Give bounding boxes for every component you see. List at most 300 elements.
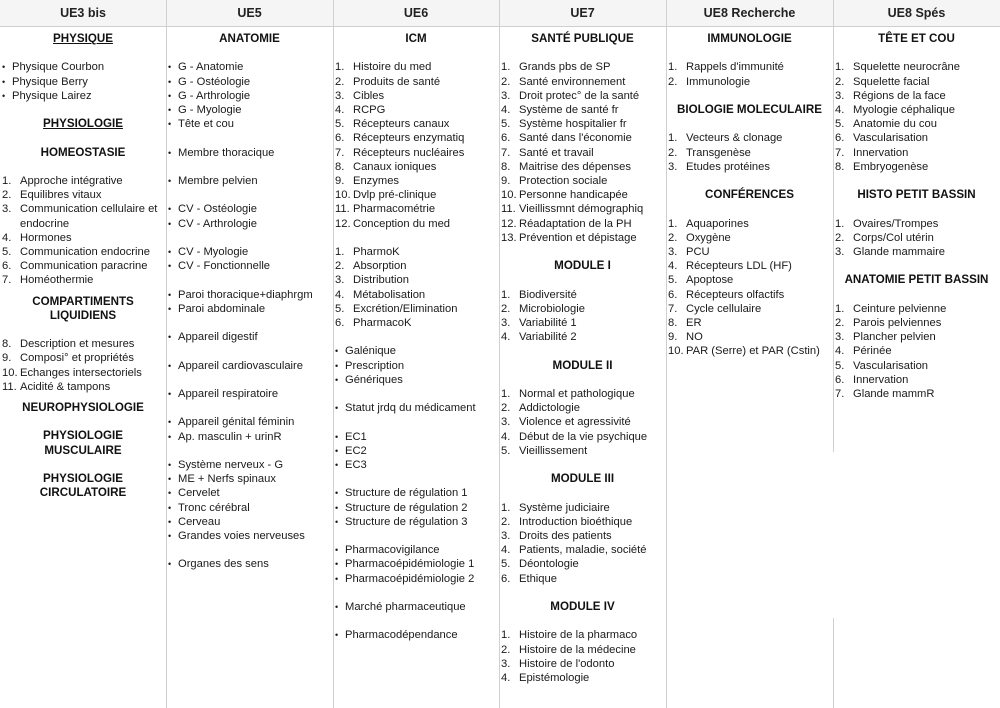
list-item	[0, 174, 166, 188]
list-item-text: Communication cellulaire et endocrine	[20, 203, 158, 230]
item-number: 4.	[501, 672, 511, 684]
list-item-text: Santé dans l'économie	[519, 132, 632, 145]
bullet-icon: •	[168, 332, 172, 343]
list-item-text: Paroi abdominale	[178, 302, 266, 315]
item-number: 2.	[668, 146, 678, 159]
list-item	[0, 366, 166, 380]
item-number: 11.	[2, 380, 17, 393]
list-item	[0, 89, 166, 103]
list-item	[333, 501, 499, 515]
list-item	[666, 146, 833, 160]
list-item-text: Introduction bioéthique	[519, 515, 633, 528]
list-item	[499, 288, 666, 302]
list-item-text: Biodiversité	[519, 288, 577, 301]
item-number: 1.	[2, 174, 12, 187]
item-number: 1.	[335, 61, 345, 74]
item-number: 4.	[335, 104, 345, 116]
numbered-list	[333, 60, 499, 230]
list-item	[499, 643, 666, 657]
list-item-text: Histoire de la pharmaco	[519, 629, 638, 642]
item-number: 6.	[501, 572, 511, 585]
list-item-text: Innervation	[853, 373, 909, 386]
section-heading-module-ii: MODULE II	[552, 358, 613, 372]
list-item-text: Cycle cellulaire	[686, 302, 762, 315]
section-heading-module-iii: MODULE III	[550, 472, 615, 486]
list-item-text: Pharmacoépidémiologie 1	[345, 558, 475, 571]
list-item	[666, 60, 833, 74]
list-item-text: Santé environnement	[519, 75, 626, 88]
item-number: 4.	[668, 260, 678, 273]
bullet-icon: •	[335, 460, 339, 471]
bullet-icon: •	[168, 417, 172, 428]
bullet-icon: •	[335, 488, 339, 499]
bullet-icon: •	[168, 204, 172, 215]
item-number: 7.	[335, 146, 345, 159]
item-number: 3.	[335, 274, 345, 287]
column-ue8-recherche	[666, 26, 833, 708]
item-number: 1.	[835, 61, 845, 74]
item-number: 4.	[501, 104, 511, 116]
column-divider	[166, 0, 167, 708]
list-item	[166, 202, 333, 216]
list-item	[333, 174, 499, 188]
list-item	[333, 146, 499, 160]
list-item	[333, 288, 499, 302]
list-item-text: Paroi thoracique+diaphrgm	[178, 288, 313, 301]
item-number: 2.	[2, 189, 12, 202]
list-item-text: Description et mesures	[20, 338, 135, 351]
item-number: 4.	[335, 288, 345, 301]
list-item	[833, 89, 1000, 103]
item-number: 11.	[335, 203, 350, 216]
list-item-text: Glande mammaire	[853, 246, 946, 258]
list-item-text: Ethique	[519, 572, 557, 585]
bullet-icon: •	[168, 530, 172, 541]
item-number: 3.	[501, 416, 511, 429]
list-item-text: Système judiciaire	[519, 501, 610, 514]
section-heading-biologie-moleculaire: BIOLOGIE MOLECULAIRE	[677, 102, 822, 116]
bullet-list	[166, 146, 333, 160]
list-item-text: Squelette neurocrâne	[853, 61, 960, 74]
bullet-list	[333, 628, 499, 642]
list-item	[499, 657, 666, 671]
list-item-text: Equilibres vitaux	[20, 189, 102, 202]
list-item	[166, 430, 333, 444]
list-item	[333, 259, 499, 273]
numbered-list	[499, 288, 666, 345]
list-item	[666, 273, 833, 287]
list-item	[833, 103, 1000, 117]
list-item-text: G - Ostéologie	[178, 75, 251, 88]
list-item	[499, 671, 666, 685]
item-number: 10.	[668, 345, 684, 358]
list-item	[0, 75, 166, 89]
item-number: 1.	[335, 246, 345, 259]
list-item	[666, 316, 833, 330]
bullet-icon: •	[335, 502, 339, 513]
list-item-text: Structure de régulation 1	[345, 487, 468, 500]
numbered-list	[499, 387, 666, 458]
list-item	[499, 628, 666, 642]
list-item-text: CV - Arthrologie	[178, 217, 257, 230]
item-number: 12.	[335, 217, 351, 230]
section-heading-sante-publique: SANTÉ PUBLIQUE	[531, 32, 634, 45]
list-item-text: Physique Berry	[12, 75, 88, 88]
list-item-text: Membre pelvien	[178, 174, 258, 187]
bullet-icon: •	[2, 90, 6, 101]
list-item-text: Marché pharmaceutique	[345, 601, 466, 613]
item-number: 3.	[835, 89, 845, 102]
list-item	[0, 259, 166, 273]
list-item	[833, 217, 1000, 231]
bullet-icon: •	[168, 289, 172, 300]
bullet-icon: •	[168, 246, 172, 257]
list-item	[333, 202, 499, 216]
list-item-text: CV - Ostéologie	[178, 203, 257, 216]
item-number: 6.	[501, 132, 511, 145]
section-heading-anatomie: ANATOMIE	[219, 32, 280, 45]
column-divider	[833, 618, 834, 708]
item-number: 2.	[835, 316, 845, 329]
list-item	[333, 103, 499, 117]
list-item-text: Immunologie	[686, 75, 751, 88]
item-number: 6.	[335, 317, 345, 330]
list-item	[499, 501, 666, 515]
item-number: 3.	[2, 203, 12, 216]
item-number: 3.	[835, 331, 845, 344]
item-number: 2.	[668, 75, 678, 88]
list-item	[333, 273, 499, 287]
bullet-list	[333, 486, 499, 529]
list-item-text: Hormones	[20, 231, 72, 244]
list-item-text: Apoptose	[686, 274, 734, 287]
list-item-text: Acidité & tampons	[20, 380, 111, 393]
list-item	[166, 217, 333, 231]
list-item-text: Régions de la face	[853, 89, 946, 102]
list-item-text: Grandes voies nerveuses	[178, 529, 305, 542]
list-item	[666, 344, 833, 358]
list-item	[499, 188, 666, 202]
list-item	[333, 486, 499, 500]
list-item-text: Système hospitalier fr	[519, 118, 627, 131]
item-number: 5.	[835, 118, 845, 131]
list-item-text: Epistémologie	[519, 672, 590, 684]
bullet-list	[333, 600, 499, 614]
list-item	[666, 75, 833, 89]
numbered-list	[666, 60, 833, 88]
list-item-text: Grands pbs de SP	[519, 61, 611, 74]
section-heading-physique: PHYSIQUE	[53, 32, 113, 45]
list-item-text: Histoire de la médecine	[519, 643, 636, 656]
list-item	[166, 458, 333, 472]
list-item	[833, 359, 1000, 373]
list-item-text: PCU	[686, 245, 710, 258]
list-item-text: Plancher pelvien	[853, 331, 936, 344]
bullet-list	[166, 202, 333, 230]
list-item	[499, 401, 666, 415]
bullet-list	[333, 344, 499, 387]
list-item-text: Canaux ioniques	[353, 160, 437, 173]
list-item-text: Maitrise des dépenses	[519, 160, 631, 173]
list-item	[333, 401, 499, 415]
item-number: 7.	[501, 146, 511, 159]
list-item-text: Addictologie	[519, 402, 580, 415]
list-item-text: Appareil génital féminin	[178, 416, 295, 429]
list-item-text: Histoire du med	[353, 61, 432, 74]
numbered-list	[666, 131, 833, 174]
bullet-icon: •	[168, 62, 172, 73]
list-item	[833, 160, 1000, 174]
bullet-list	[166, 288, 333, 316]
list-item	[333, 316, 499, 330]
list-item-text: Ceinture pelvienne	[853, 302, 947, 315]
list-item	[0, 188, 166, 202]
list-item	[499, 430, 666, 444]
list-item	[833, 75, 1000, 89]
list-item	[333, 60, 499, 74]
bullet-icon: •	[335, 445, 339, 456]
item-number: 8.	[501, 160, 511, 173]
list-item	[499, 174, 666, 188]
list-item-text: EC1	[345, 430, 367, 443]
item-number: 1.	[501, 288, 511, 301]
section-heading-module-iv: MODULE IV	[550, 600, 615, 613]
list-item-text: Approche intégrative	[20, 174, 123, 187]
header-row	[0, 0, 1000, 27]
list-item	[0, 202, 166, 230]
item-number: 10.	[501, 189, 517, 202]
list-item-text: Histoire de l'odonto	[519, 657, 615, 670]
list-item	[499, 543, 666, 557]
item-number: 2.	[668, 231, 678, 244]
list-item-text: Organes des sens	[178, 558, 269, 571]
list-item-text: Enzymes	[353, 175, 400, 188]
item-number: 1.	[501, 629, 511, 642]
bullet-icon: •	[335, 403, 339, 414]
list-item	[499, 529, 666, 543]
section-heading-module-i: MODULE I	[554, 259, 611, 273]
list-item	[166, 60, 333, 74]
bullet-icon: •	[168, 502, 172, 513]
list-item	[499, 444, 666, 458]
bullet-list	[166, 60, 333, 131]
list-item-text: Transgenèse	[686, 146, 751, 159]
list-item	[333, 359, 499, 373]
item-number: 7.	[2, 274, 12, 287]
column-ue3-bis	[0, 26, 166, 708]
bullet-icon: •	[168, 303, 172, 314]
bullet-list	[166, 387, 333, 401]
bullet-icon: •	[168, 360, 172, 371]
list-item-text: Vascularisation	[853, 132, 929, 145]
column-ue5	[166, 26, 333, 708]
list-item-text: Périnée	[853, 345, 892, 358]
list-item	[333, 557, 499, 571]
column-header-ue5: UE5	[237, 6, 262, 20]
list-item-text: PAR (Serre) et PAR (Cstin)	[686, 345, 820, 358]
item-number: 3.	[335, 89, 345, 102]
item-number: 2.	[835, 75, 845, 88]
item-number: 5.	[501, 558, 511, 571]
item-number: 8.	[668, 316, 678, 329]
list-item-text: Patients, maladie, société	[519, 544, 647, 557]
column-header-ue8-spes: UE8 Spés	[887, 6, 946, 20]
list-item-text: Appareil cardiovasculaire	[178, 359, 303, 372]
list-item-text: Droits des patients	[519, 530, 612, 542]
list-item	[166, 557, 333, 571]
bullet-icon: •	[168, 76, 172, 87]
bullet-list	[333, 543, 499, 586]
item-number: 1.	[835, 302, 845, 315]
column-ue6	[333, 26, 499, 708]
item-number: 4.	[501, 544, 511, 557]
list-item	[333, 131, 499, 145]
list-item	[499, 160, 666, 174]
list-item-text: Embryogenèse	[853, 160, 929, 173]
list-item-text: G - Arthrologie	[178, 89, 251, 102]
list-item-text: Pharmacovigilance	[345, 544, 440, 557]
bullet-icon: •	[335, 545, 339, 556]
item-number: 9.	[668, 331, 678, 344]
list-item-text: PharmacoK	[353, 317, 412, 330]
item-number: 2.	[501, 515, 511, 528]
item-number: 8.	[335, 160, 345, 173]
list-item-text: Squelette facial	[853, 75, 930, 88]
item-number: 3.	[501, 530, 511, 542]
bullet-icon: •	[168, 119, 172, 130]
list-item	[499, 117, 666, 131]
section-heading-anatomie-petit-bassin: ANATOMIE PETIT BASSIN	[844, 273, 989, 287]
bullet-icon: •	[335, 630, 339, 641]
list-item	[833, 245, 1000, 259]
list-item	[833, 60, 1000, 74]
list-item	[499, 330, 666, 344]
numbered-list	[499, 501, 666, 586]
item-number: 12.	[501, 217, 517, 230]
list-item	[499, 515, 666, 529]
section-heading-histo-petit-bassin: HISTO PETIT BASSIN	[857, 188, 976, 202]
list-item	[166, 515, 333, 529]
bullet-list	[166, 458, 333, 543]
bullet-icon: •	[335, 516, 339, 527]
list-item	[499, 217, 666, 231]
list-item	[666, 160, 833, 174]
list-item	[166, 501, 333, 515]
list-item	[499, 146, 666, 160]
list-item	[499, 231, 666, 245]
section-heading-immunologie: IMMUNOLOGIE	[707, 32, 792, 45]
item-number: 4.	[501, 331, 511, 344]
list-item-text: Variabilité 1	[519, 317, 577, 330]
list-item-text: Etudes protéines	[686, 160, 770, 173]
list-item-text: Appareil respiratoire	[178, 387, 279, 400]
item-number: 5.	[501, 444, 511, 457]
bullet-icon: •	[335, 573, 339, 584]
list-item	[833, 146, 1000, 160]
column-ue7	[499, 26, 666, 708]
section-heading-conferences: CONFÉRENCES	[705, 188, 794, 202]
item-number: 7.	[835, 146, 845, 159]
section-heading-homeostasie: HOMEOSTASIE	[40, 145, 126, 159]
list-item	[833, 344, 1000, 358]
list-item	[0, 351, 166, 365]
list-item	[499, 572, 666, 586]
list-item	[333, 543, 499, 557]
list-item-text: Communication endocrine	[20, 245, 150, 258]
list-item	[333, 572, 499, 586]
list-item-text: Membre thoracique	[178, 146, 275, 159]
item-number: 3.	[501, 657, 511, 670]
item-number: 4.	[835, 345, 845, 358]
list-item	[499, 202, 666, 216]
list-item	[333, 515, 499, 529]
list-item-text: Aquaporines	[686, 217, 749, 230]
list-item	[666, 302, 833, 316]
list-item-text: Corps/Col utérin	[853, 231, 934, 244]
bullet-icon: •	[2, 62, 6, 73]
list-item	[833, 231, 1000, 245]
section-heading-physiologie: PHYSIOLOGIE	[43, 117, 123, 131]
bullet-icon: •	[335, 602, 339, 612]
item-number: 3.	[501, 317, 511, 330]
list-item	[333, 217, 499, 231]
bullet-icon: •	[168, 218, 172, 229]
list-item-text: Pharmacoépidémiologie 2	[345, 572, 475, 585]
list-item-text: EC2	[345, 444, 367, 457]
list-item-text: RCPG	[353, 104, 386, 116]
list-item	[0, 337, 166, 351]
column-ue8-spes	[833, 26, 1000, 708]
list-item	[499, 557, 666, 571]
list-item-text: Conception du med	[353, 217, 451, 230]
bullet-icon: •	[168, 474, 172, 485]
list-item	[0, 231, 166, 245]
item-number: 6.	[668, 288, 678, 301]
item-number: 7.	[668, 302, 678, 315]
bullet-icon: •	[335, 374, 339, 385]
numbered-list	[499, 628, 666, 685]
list-item-text: Prescription	[345, 359, 405, 372]
list-item	[499, 60, 666, 74]
list-item-text: Structure de régulation 3	[345, 515, 468, 528]
list-item-text: Composi° et propriétés	[20, 352, 134, 365]
list-item	[333, 373, 499, 387]
list-item	[499, 302, 666, 316]
list-item-text: Communication paracrine	[20, 260, 148, 273]
list-item-text: Physique Courbon	[12, 61, 105, 74]
column-divider	[833, 0, 834, 452]
list-item-text: Violence et agressivité	[519, 416, 631, 429]
list-item-text: Cerveau	[178, 515, 221, 528]
list-item-text: ER	[686, 316, 702, 329]
list-item-text: Physique Lairez	[12, 89, 92, 102]
list-item	[333, 117, 499, 131]
item-number: 3.	[501, 89, 511, 102]
section-heading-tete-et-cou: TÊTE ET COU	[878, 32, 955, 45]
item-number: 1.	[668, 132, 678, 145]
list-item	[166, 89, 333, 103]
list-item-text: Variabilité 2	[519, 331, 577, 344]
numbered-list	[833, 302, 1000, 401]
bullet-icon: •	[335, 346, 339, 357]
bullet-icon: •	[168, 90, 172, 101]
item-number: 2.	[501, 643, 511, 656]
item-number: 9.	[501, 175, 511, 188]
list-item	[166, 259, 333, 273]
item-number: 5.	[668, 274, 678, 287]
bullet-icon: •	[335, 360, 339, 371]
list-item-text: Anatomie du cou	[853, 118, 937, 131]
